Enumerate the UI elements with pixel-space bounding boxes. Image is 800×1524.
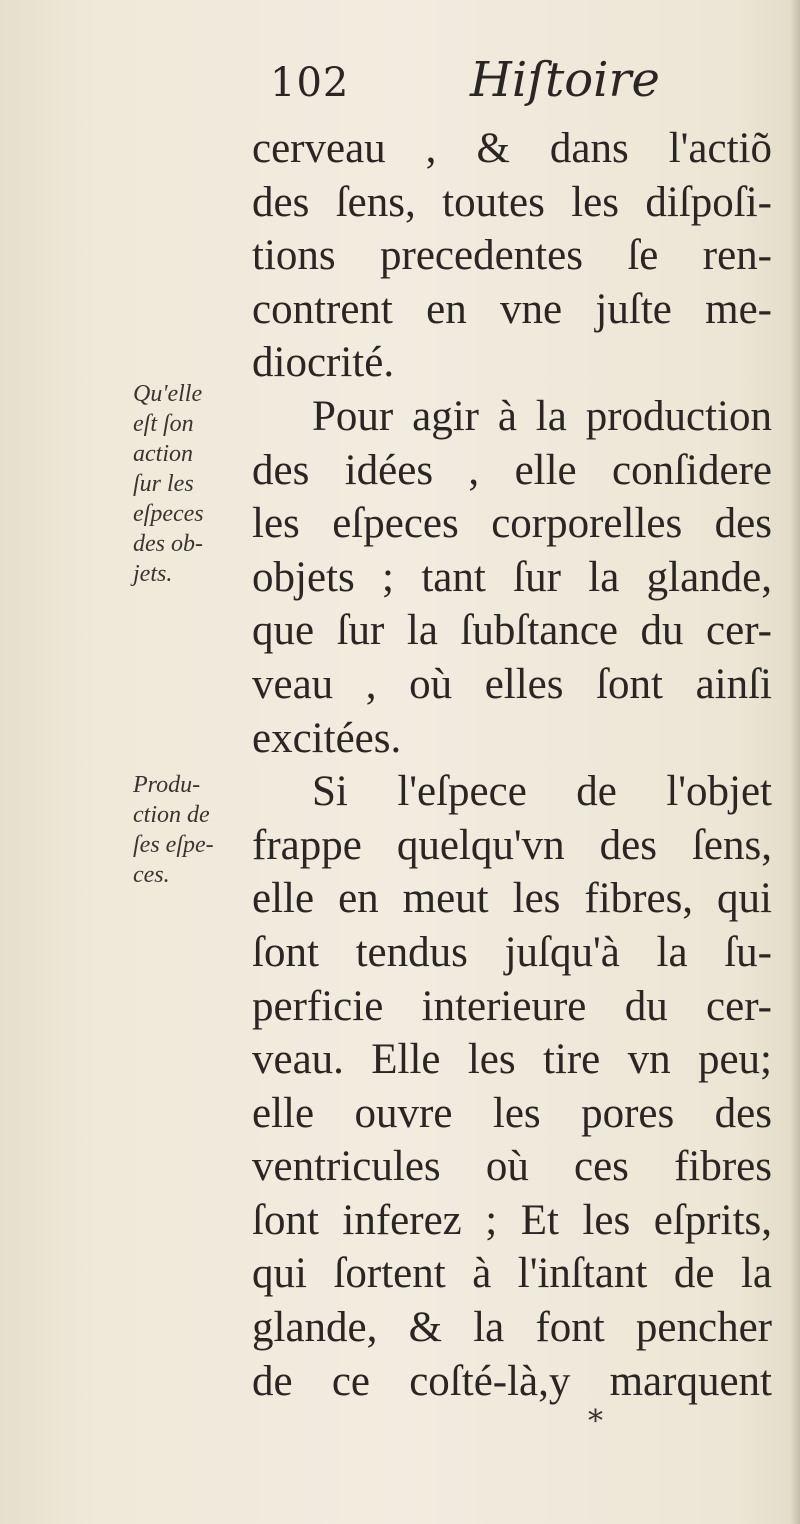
margin-note-line: action: [133, 441, 193, 467]
text-line: cerveau , & dans l'actiõ: [252, 125, 772, 172]
margin-note-line: Qu'elle: [133, 381, 203, 407]
text-line: ſont tendus juſqu'à la ſu-: [252, 928, 772, 976]
text-line: les eſpeces corporelles des: [252, 500, 772, 548]
margin-note-line: Produ-: [133, 772, 201, 798]
catchword: *: [588, 1404, 603, 1439]
text-line: des idées , elle conſidere: [252, 446, 772, 494]
margin-note-line: ces.: [133, 862, 170, 888]
text-line: glande, & la font pencher: [252, 1304, 772, 1352]
text-line: diocrité.: [252, 339, 395, 387]
text-line: des ſens, toutes les diſpoſi-: [252, 178, 772, 226]
margin-note-line: des ob-: [133, 531, 203, 557]
text-line: qui ſortent à l'inſtant de la: [252, 1250, 772, 1298]
margin-note-line: ſes eſpe-: [133, 832, 214, 858]
text-line: veau , où elles ſont ainſi: [252, 660, 772, 708]
text-line: frappe quelqu'vn des ſens,: [252, 821, 772, 869]
text-line: objets ; tant ſur la glande,: [252, 553, 772, 601]
margin-note-production: [133, 770, 248, 890]
running-title: Hiſtoire: [470, 52, 660, 108]
text-line: de ce coſté-là,y marquent: [252, 1357, 772, 1405]
text-line: perficie interieure du cer-: [252, 982, 772, 1030]
text-line: ſont inferez ; Et les eſprits,: [252, 1196, 772, 1244]
text-line: excitées.: [252, 714, 402, 762]
margin-note-line: ction de: [133, 802, 210, 828]
text-line: contrent en vne juſte me-: [252, 285, 772, 333]
page-number: 102: [270, 60, 350, 106]
text-line: que ſur la ſubſtance du cer-: [252, 607, 772, 655]
text-line: veau. Elle les tire vn peu;: [252, 1036, 772, 1084]
margin-note-line: eſt ſon: [133, 411, 194, 437]
text-line: tions precedentes ſe ren-: [252, 232, 772, 280]
text-line: ventricules où ces fibres: [252, 1143, 772, 1191]
text-line: elle ouvre les pores des: [252, 1089, 772, 1137]
text-line: elle en meut les fibres, qui: [252, 875, 772, 923]
margin-note-line: ſur les: [133, 471, 194, 497]
text-line: Si l'eſpece de l'objet: [312, 768, 772, 816]
margin-note-line: eſpeces: [133, 501, 204, 527]
body-text: [252, 122, 772, 1408]
margin-note-line: jets.: [133, 561, 173, 587]
page-header: [270, 52, 690, 112]
page-edge-shadow: [790, 0, 800, 1524]
text-line: Pour agir à la production: [312, 392, 772, 440]
margin-note-action: [133, 379, 248, 589]
